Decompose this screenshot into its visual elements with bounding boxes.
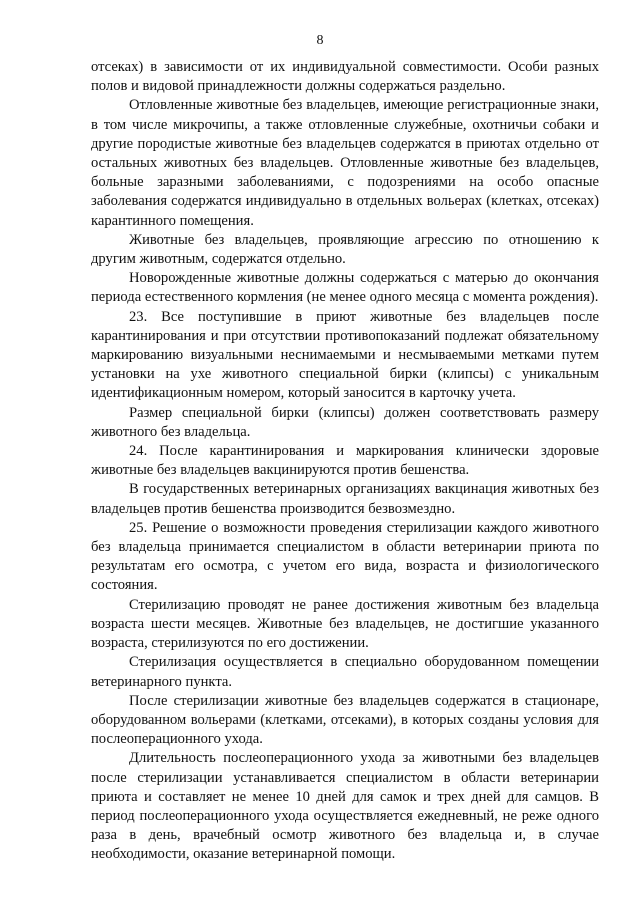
page-number: 8 xyxy=(316,33,324,48)
paragraph-post-sterilization-housing: После стерилизации животные без владельцев содержатся в стационаре, оборудованном вольерами (клетками, отсеками), в которых созданы условия для послеоперационного ухода. xyxy=(91,692,599,748)
clause-23-marking: 23. Все поступившие в приют животные без владельцев после карантинирования и при отсутствии противопоказаний подлежат обязательному маркированию визуальными неснимаемыми и несмываемыми метками путем установки на ухе животного специальной бирки (клипсы) с уникальным идентификационным номером, который заносится в карточку учета. xyxy=(91,308,599,402)
paragraph-registered-animals: Отловленные животные без владельцев, имеющие регистрационные знаки, в том числе микрочипы, а также отловленные служебные, охотничьи собаки и другие породистые животные без владельцев содержатся в приютах отдельно от остальных животных без владельцев. Отловленные животные без владельцев, больные заразными заболеваниями, с подозрениями на особо опасные заболевания содержатся индивидуально в отдельных вольерах (клетках, отсеках) карантинного помещения. xyxy=(91,97,599,229)
paragraph-continuation: отсеках) в зависимости от их индивидуальной совместимости. Особи разных полов и видовой принадлежности должны содержаться раздельно. xyxy=(91,59,599,95)
document-body xyxy=(91,58,599,865)
paragraph-postoperative-care: Длительность послеоперационного ухода за животными без владельцев после стерилизации устанавливается специалистом в области ветеринарии приюта и составляет не менее 10 дней для самок и трех дней для самцов. В период послеоперационного ухода осуществляется ежедневный, не реже одного раза в день, врачебный осмотр животного без владельца и, в случае необходимости, оказание ветеринарной помощи. xyxy=(91,750,599,863)
paragraph-sterilization-location: Стерилизация осуществляется в специально оборудованном помещении ветеринарного пункта. xyxy=(91,654,599,690)
clause-25-sterilization: 25. Решение о возможности проведения стерилизации каждого животного без владельца принимается специалистом в области ветеринарии приюта по результатам его осмотра, с учетом его вида, возраста и физиологического состояния. xyxy=(91,519,599,594)
paragraph-aggressive-animals: Животные без владельцев, проявляющие агрессию по отношению к другим животным, содержатся отдельно. xyxy=(91,231,599,268)
paragraph-sterilization-age: Стерилизацию проводят не ранее достижения животным без владельца возраста шести месяцев. Животные без владельцев, не достигшие указанного возраста, стерилизуются по его достижении. xyxy=(91,596,599,652)
clause-24-vaccination: 24. После карантинирования и маркирования клинически здоровые животные без владельцев вакцинируются против бешенства. xyxy=(91,443,599,479)
paragraph-newborn-animals: Новорожденные животные должны содержаться с матерью до окончания периода естественного кормления (не менее одного месяца с момента рождения). xyxy=(91,270,599,306)
paragraph-free-vaccination: В государственных ветеринарных организациях вакцинация животных без владельцев против бешенства производится безвозмездно. xyxy=(91,481,599,517)
paragraph-tag-size: Размер специальной бирки (клипсы) должен соответствовать размеру животного без владельца. xyxy=(91,404,599,440)
